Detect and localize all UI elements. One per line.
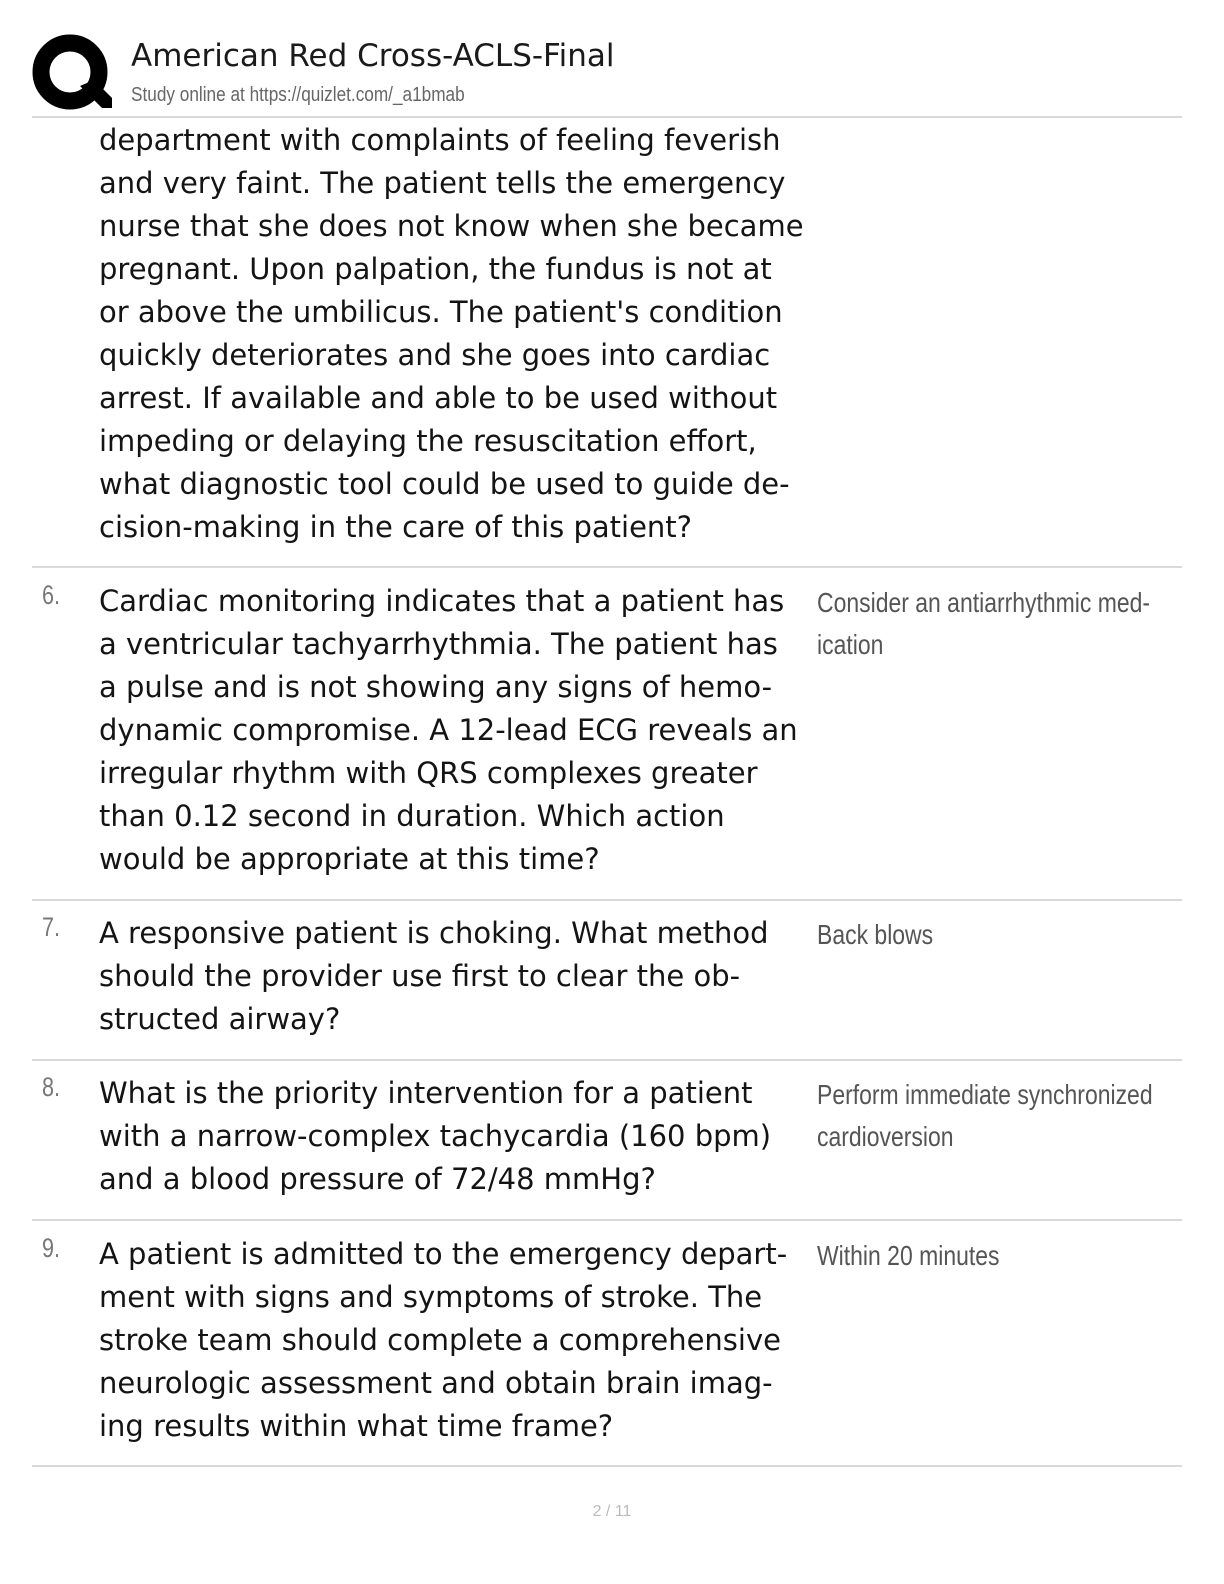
question-line: ment with signs and symptoms of stroke. The: [99, 1280, 763, 1314]
answer-text: [817, 582, 1161, 666]
question-line: impeding or delaying the resuscitation effort,: [99, 424, 757, 458]
question-line: would be appropriate at this time?: [99, 842, 600, 876]
answer-line: ication: [817, 629, 884, 660]
question-text: [99, 1072, 829, 1201]
page-title: American Red Cross-ACLS-Final: [131, 38, 615, 74]
answer-line: Consider an antiarrhythmic med-: [817, 587, 1151, 618]
page-number: 2 / 11: [592, 1503, 632, 1520]
page-header: [32, 28, 1182, 116]
card-number: 8.: [42, 1072, 61, 1102]
question-line: or above the umbilicus. The patient's condition: [99, 295, 783, 329]
answer-line: Back blows: [817, 919, 934, 950]
answer-text: [817, 914, 1161, 956]
question-line: A patient is admitted to the emergency depart-: [99, 1237, 788, 1271]
card-number: 9.: [42, 1233, 61, 1263]
question-line: should the provider use first to clear the ob-: [99, 959, 741, 993]
question-line: a ventricular tachyarrhythmia. The patient has: [99, 627, 778, 661]
question-line: what diagnostic tool could be used to guide de-: [99, 467, 790, 501]
card-divider: [32, 1219, 1182, 1221]
question-line: ing results within what time frame?: [99, 1409, 614, 1443]
answer-line: cardioversion: [817, 1121, 954, 1152]
question-text: [99, 1233, 829, 1448]
card-divider: [32, 1059, 1182, 1061]
answer-line: Perform immediate synchronized: [817, 1079, 1153, 1110]
answer-line: Within 20 minutes: [817, 1240, 1000, 1271]
answer-text: [817, 1074, 1161, 1158]
question-line: than 0.12 second in duration. Which action: [99, 799, 725, 833]
card-number: 6.: [42, 580, 61, 610]
question-line: nurse that she does not know when she became: [99, 209, 804, 243]
card-divider: [32, 566, 1182, 568]
question-line: Cardiac monitoring indicates that a patient has: [99, 584, 785, 618]
question-text: [99, 912, 829, 1041]
question-text: [99, 119, 829, 549]
question-line: A responsive patient is choking. What method: [99, 916, 769, 950]
question-line: cision-making in the care of this patient?: [99, 510, 693, 544]
question-line: and a blood pressure of 72/48 mmHg?: [99, 1162, 656, 1196]
question-line: arrest. If available and able to be used without: [99, 381, 778, 415]
question-line: structed airway?: [99, 1002, 341, 1036]
question-line: dynamic compromise. A 12-lead ECG reveals an: [99, 713, 798, 747]
question-line: irregular rhythm with QRS complexes greater: [99, 756, 758, 790]
card-divider: [32, 899, 1182, 901]
card-number: 7.: [42, 912, 61, 942]
question-line: pregnant. Upon palpation, the fundus is not at: [99, 252, 772, 286]
question-text: [99, 580, 829, 881]
quizlet-logo-icon: [32, 34, 112, 114]
question-line: What is the priority intervention for a patient: [99, 1076, 753, 1110]
question-line: department with complaints of feeling feverish: [99, 123, 781, 157]
header-divider: [32, 116, 1182, 118]
study-online-link[interactable]: Study online at https://quizlet.com/_a1bmab: [131, 84, 465, 106]
question-line: stroke team should complete a comprehensive: [99, 1323, 781, 1357]
answer-text: [817, 1235, 1161, 1277]
card-divider: [32, 1465, 1182, 1467]
question-line: neurologic assessment and obtain brain imag-: [99, 1366, 773, 1400]
question-line: with a narrow-complex tachycardia (160 bpm): [99, 1119, 772, 1153]
question-line: and very faint. The patient tells the emergency: [99, 166, 786, 200]
question-line: a pulse and is not showing any signs of hemo-: [99, 670, 773, 704]
question-line: quickly deteriorates and she goes into cardiac: [99, 338, 771, 372]
